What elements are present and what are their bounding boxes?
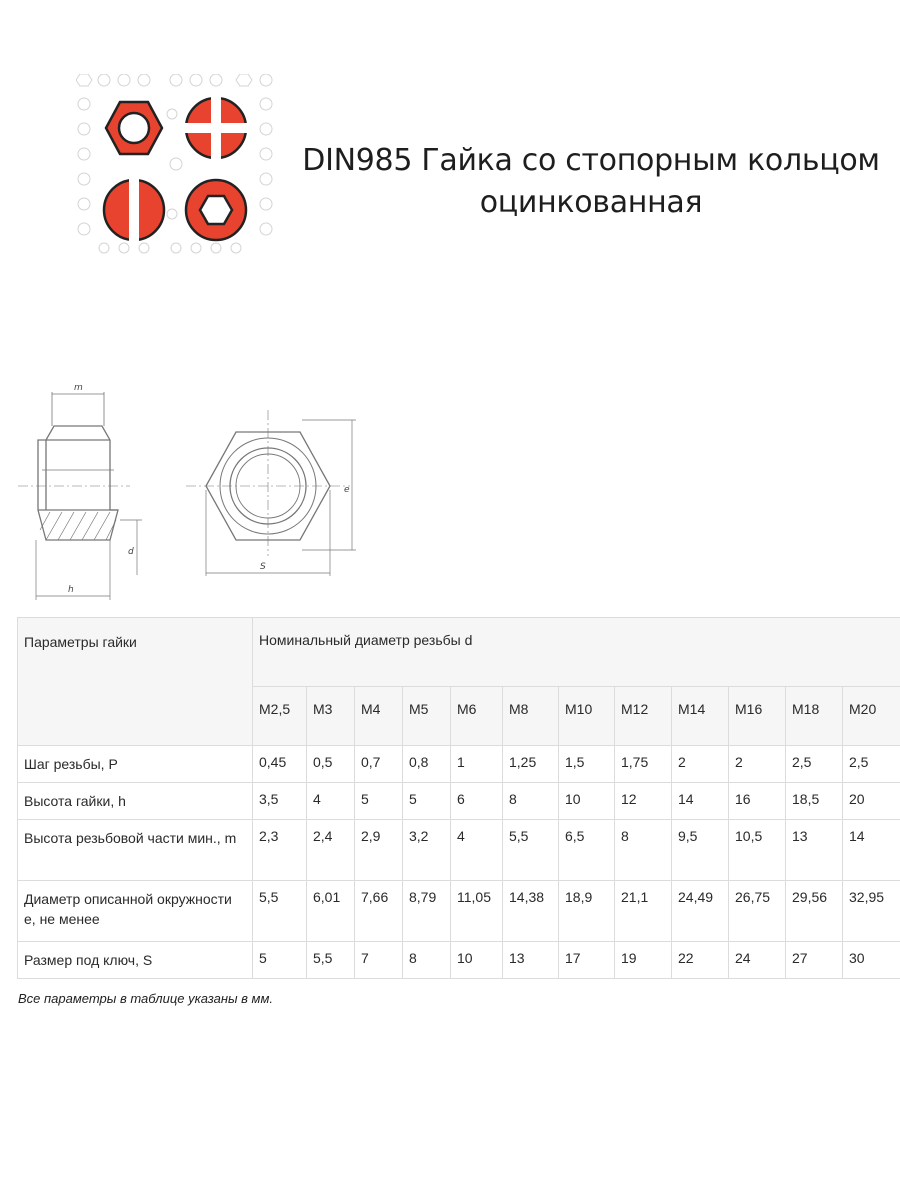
table-cell: 6	[451, 783, 503, 820]
table-cell: 18,5	[786, 783, 843, 820]
table-row-thread-height	[18, 820, 900, 881]
size-header: M3	[307, 687, 355, 746]
table-cell: 21,1	[615, 881, 672, 942]
label-h: h	[68, 585, 74, 595]
label-d: d	[128, 547, 134, 557]
table-cell: 3,5	[253, 783, 307, 820]
table-cell: 14,38	[503, 881, 559, 942]
table-cell: 8,79	[403, 881, 451, 942]
table-cell: 5,5	[503, 820, 559, 881]
table-cell: 2,3	[253, 820, 307, 881]
size-header: M4	[355, 687, 403, 746]
table-cell: 6,5	[559, 820, 615, 881]
table-cell: 10,5	[729, 820, 786, 881]
table-cell: 3,2	[403, 820, 451, 881]
table-cell: 19	[615, 942, 672, 979]
logo-phillips-head-icon	[182, 94, 250, 162]
table-cell: 0,5	[307, 746, 355, 783]
size-header: M16	[729, 687, 786, 746]
table-cell: 7	[355, 942, 403, 979]
table-cell: 18,9	[559, 881, 615, 942]
size-header: M14	[672, 687, 729, 746]
row-label: Высота резьбовой части мин., m	[18, 820, 253, 881]
table-cell: 26,75	[729, 881, 786, 942]
logo-hex-socket-icon	[186, 180, 246, 240]
size-header: M18	[786, 687, 843, 746]
nut-technical-drawing	[10, 370, 380, 610]
table-cell: 8	[403, 942, 451, 979]
table-cell: 0,45	[253, 746, 307, 783]
table-header-row	[18, 618, 900, 687]
logo-hex-nut-icon	[106, 102, 162, 154]
row-label: Размер под ключ, S	[18, 942, 253, 979]
title-line-1: DIN985 Гайка со стопорным кольцом	[302, 143, 880, 178]
table-cell: 11,05	[451, 881, 503, 942]
table-cell: 10	[559, 783, 615, 820]
size-header: M5	[403, 687, 451, 746]
table-cell: 4	[307, 783, 355, 820]
table-row-nut-height	[18, 783, 900, 820]
diameter-header: Номинальный диаметр резьбы d	[253, 618, 900, 687]
table-cell: 30	[843, 942, 900, 979]
label-s: S	[260, 562, 266, 572]
table-cell: 1,5	[559, 746, 615, 783]
table-cell: 10	[451, 942, 503, 979]
table-cell: 2,4	[307, 820, 355, 881]
table-cell: 13	[786, 820, 843, 881]
table-row-wrench-size	[18, 942, 900, 979]
size-header: M6	[451, 687, 503, 746]
table-cell: 22	[672, 942, 729, 979]
row-label: Диаметр описанной окружности e, не менее	[18, 881, 253, 942]
table-cell: 14	[843, 820, 900, 881]
table-cell: 9,5	[672, 820, 729, 881]
size-header: M12	[615, 687, 672, 746]
table-cell: 20	[843, 783, 900, 820]
size-header: M8	[503, 687, 559, 746]
page-title	[296, 140, 886, 224]
table-cell: 2,9	[355, 820, 403, 881]
size-header: M20	[843, 687, 900, 746]
table-cell: 5,5	[307, 942, 355, 979]
table-cell: 8	[615, 820, 672, 881]
side-view	[18, 392, 142, 600]
table-cell: 24	[729, 942, 786, 979]
table-cell: 1	[451, 746, 503, 783]
brand-logo	[76, 74, 276, 254]
table-cell: 24,49	[672, 881, 729, 942]
table-cell: 6,01	[307, 881, 355, 942]
logo-slotted-head-icon	[104, 176, 164, 244]
table-cell: 2	[672, 746, 729, 783]
table-cell: 17	[559, 942, 615, 979]
table-cell: 32,95	[843, 881, 900, 942]
table-row-circumscribed-diameter	[18, 881, 900, 942]
table-cell: 13	[503, 942, 559, 979]
table-cell: 1,75	[615, 746, 672, 783]
title-line-2: оцинкованная	[479, 185, 703, 220]
table-cell: 27	[786, 942, 843, 979]
table-cell: 14	[672, 783, 729, 820]
table-row-thread-pitch	[18, 746, 900, 783]
table-cell: 8	[503, 783, 559, 820]
table-cell: 16	[729, 783, 786, 820]
table-cell: 12	[615, 783, 672, 820]
table-cell: 2,5	[786, 746, 843, 783]
table-cell: 5	[253, 942, 307, 979]
table-cell: 4	[451, 820, 503, 881]
row-label: Высота гайки, h	[18, 783, 253, 820]
table-cell: 5	[403, 783, 451, 820]
size-header: M10	[559, 687, 615, 746]
row-label: Шаг резьбы, P	[18, 746, 253, 783]
label-m: m	[74, 383, 83, 393]
table-cell: 0,7	[355, 746, 403, 783]
param-header: Параметры гайки	[18, 618, 253, 746]
table-cell: 2	[729, 746, 786, 783]
table-cell: 0,8	[403, 746, 451, 783]
spec-table	[17, 617, 900, 979]
label-e: e	[344, 485, 350, 495]
table-cell: 1,25	[503, 746, 559, 783]
units-note: Все параметры в таблице указаны в мм.	[18, 991, 273, 1006]
table-cell: 7,66	[355, 881, 403, 942]
size-header: M2,5	[253, 687, 307, 746]
table-cell: 2,5	[843, 746, 900, 783]
table-cell: 5	[355, 783, 403, 820]
table-cell: 5,5	[253, 881, 307, 942]
front-view	[186, 410, 356, 576]
table-cell: 29,56	[786, 881, 843, 942]
